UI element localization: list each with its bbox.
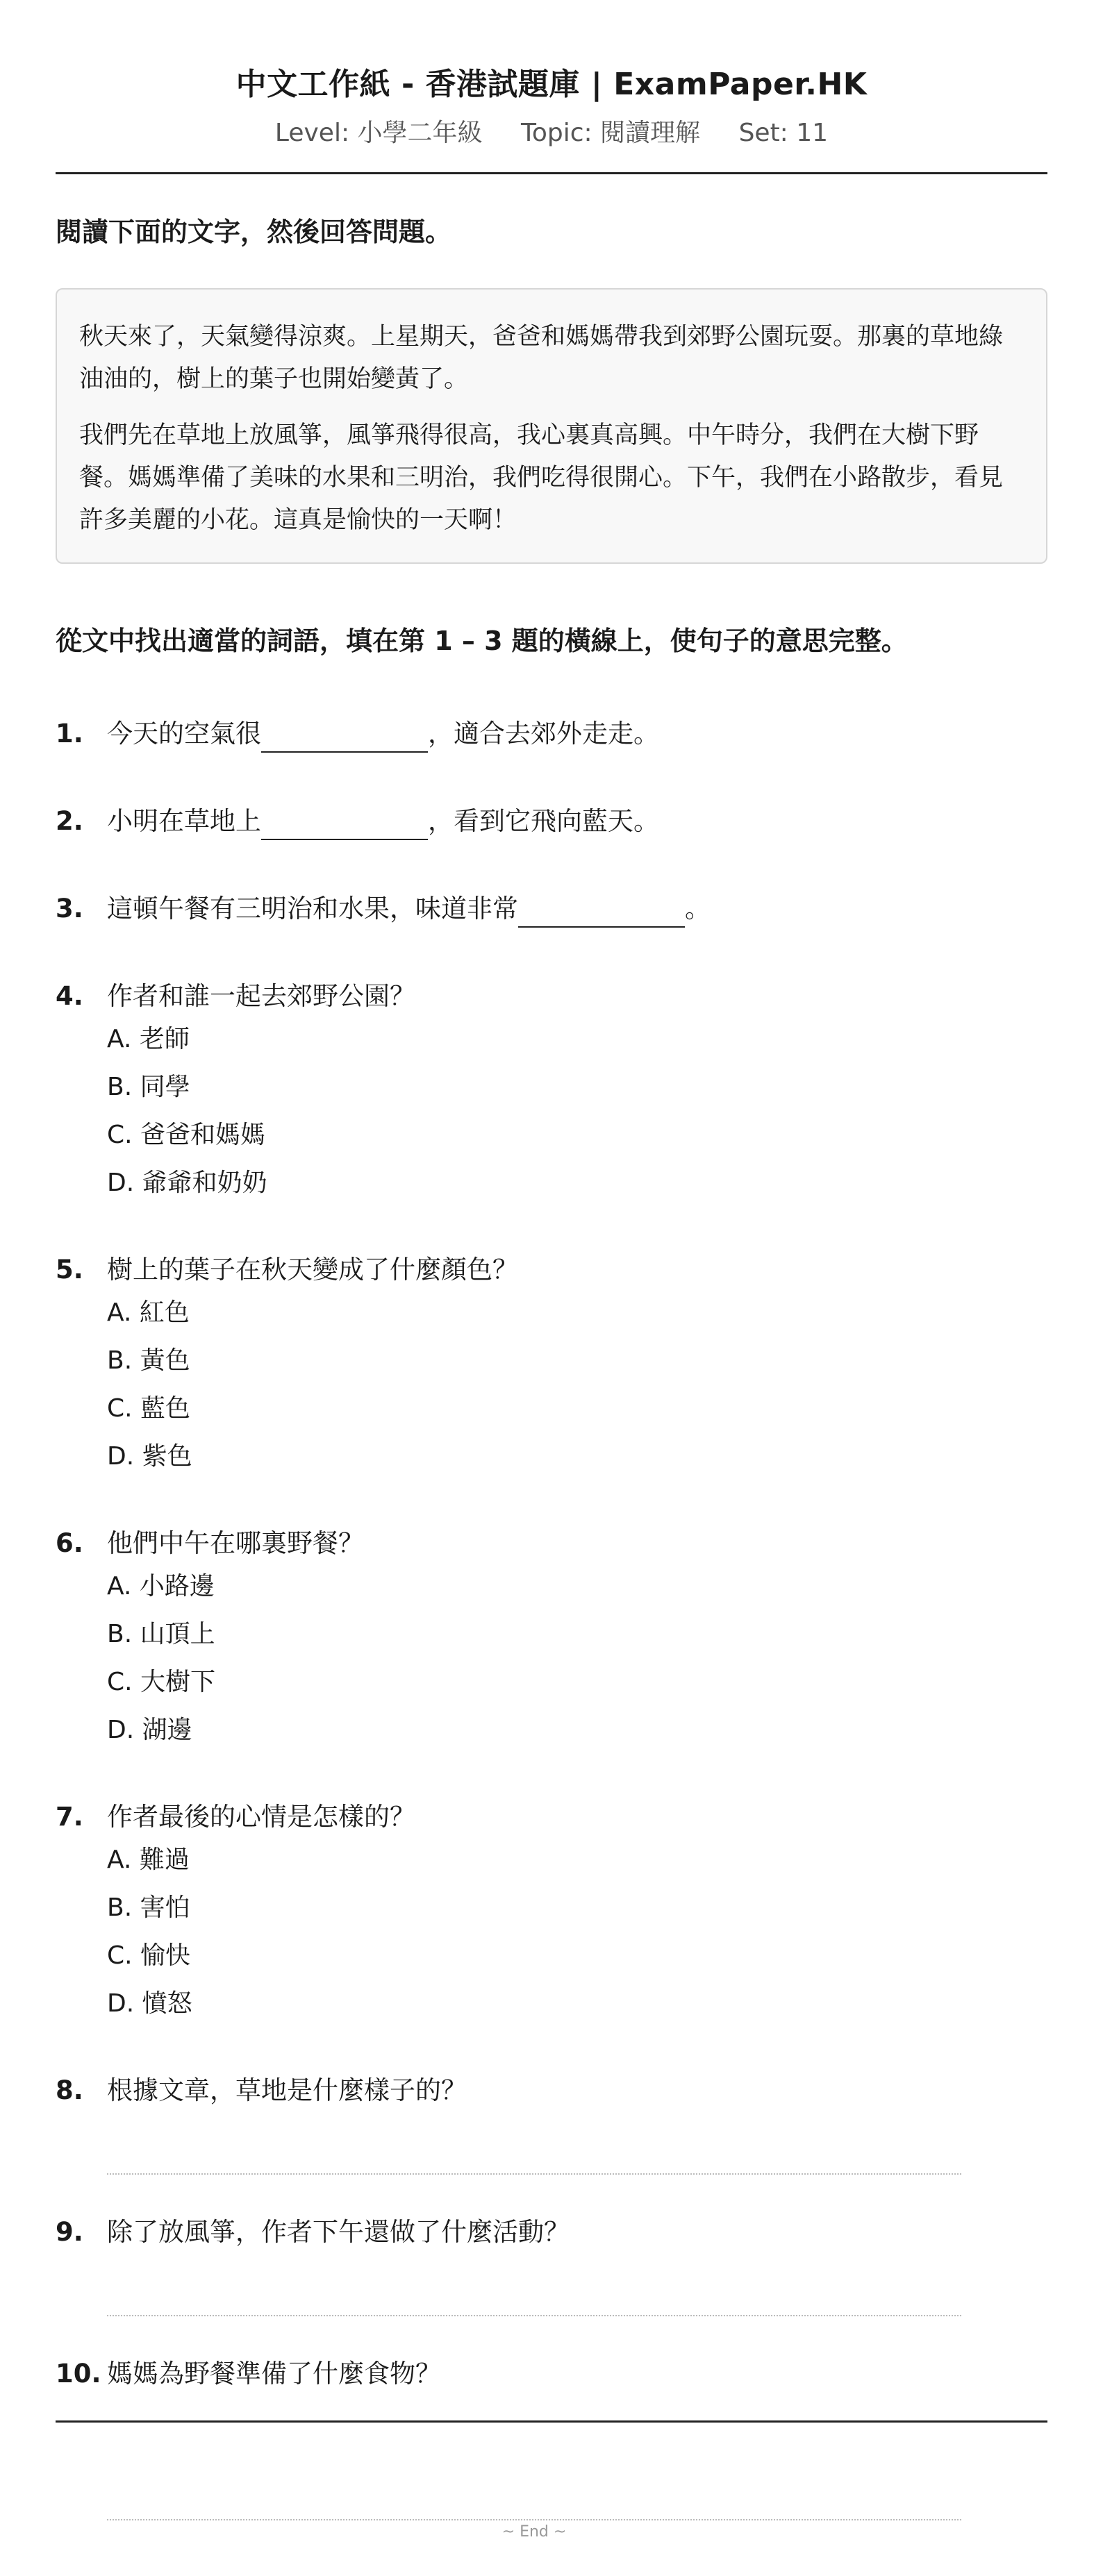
- question-5: [56, 1251, 1047, 1480]
- option-c[interactable]: C. 藍色: [107, 1394, 191, 1423]
- option-d[interactable]: D. 爺爺和奶奶: [107, 1169, 267, 1197]
- question-number: 1.: [56, 719, 83, 748]
- level-label: Level: 小學二年級: [274, 119, 483, 147]
- end-marker: ~ End ~: [107, 2519, 961, 2541]
- worksheet-title: 中文工作紙 - 香港試題庫 | ExamPaper.HK: [235, 67, 868, 102]
- answer-line[interactable]: [107, 2109, 961, 2175]
- question-text: 今天的空氣很: [107, 719, 261, 748]
- reading-passage: [56, 288, 1047, 564]
- question-text: 媽媽為野餐準備了什麼食物？: [107, 2359, 441, 2389]
- answer-blank[interactable]: [261, 721, 428, 753]
- option-d[interactable]: D. 湖邊: [107, 1716, 192, 1744]
- answer-blank[interactable]: [261, 808, 428, 840]
- option-c[interactable]: C. 愉快: [107, 1941, 191, 1970]
- passage-paragraph: 秋天來了，天氣變得涼爽。上星期天，爸爸和媽媽帶我到郊野公園玩耍。那裏的草地綠油油的，樹上的葉子也開始變黃了。: [79, 323, 1004, 393]
- question-text: 除了放風箏，作者下午還做了什麼活動？: [107, 2217, 570, 2247]
- question-number: 6.: [56, 1528, 83, 1558]
- question-text: 。: [685, 894, 711, 923]
- question-number: 7.: [56, 1802, 83, 1832]
- option-a[interactable]: A. 紅色: [107, 1298, 190, 1327]
- question-number: 10.: [56, 2359, 101, 2389]
- question-text: 這頓午餐有三明治和水果，味道非常: [107, 894, 518, 923]
- option-d[interactable]: D. 憤怒: [107, 1989, 192, 2018]
- question-number: 9.: [56, 2217, 83, 2247]
- option-b[interactable]: B. 黃色: [107, 1346, 190, 1375]
- topic-label: Topic: 閱讀理解: [520, 119, 701, 147]
- question-number: 2.: [56, 806, 83, 836]
- option-c[interactable]: C. 爸爸和媽媽: [107, 1121, 266, 1149]
- option-b[interactable]: B. 害怕: [107, 1893, 190, 1922]
- set-label: Set: 11: [738, 119, 829, 147]
- option-d[interactable]: D. 紫色: [107, 1442, 192, 1471]
- option-a[interactable]: A. 小路邊: [107, 1572, 215, 1600]
- answer-blank[interactable]: [518, 896, 685, 928]
- question-4: [56, 978, 1047, 1207]
- header-divider: [56, 172, 1047, 174]
- worksheet-header: [56, 0, 1047, 150]
- question-2: [56, 803, 1047, 840]
- question-text: 他們中午在哪裏野餐？: [107, 1528, 364, 1558]
- option-c[interactable]: C. 大樹下: [107, 1668, 216, 1696]
- question-7: [56, 1798, 1047, 2027]
- question-number: 3.: [56, 894, 83, 923]
- question-text: 樹上的葉子在秋天變成了什麼顏色？: [107, 1255, 518, 1285]
- option-a[interactable]: A. 難過: [107, 1846, 190, 1874]
- passage-paragraph: 我們先在草地上放風箏，風箏飛得很高，我心裏真高興。中午時分，我們在大樹下野餐。媽媽準備了美味的水果和三明治，我們吃得很開心。下午，我們在小路散步，看見許多美麗的小花。這真是愉快的一天啊！: [79, 421, 1004, 534]
- option-a[interactable]: A. 老師: [107, 1025, 190, 1053]
- footer-divider: [56, 2420, 1047, 2423]
- question-number: 4.: [56, 981, 83, 1011]
- option-b[interactable]: B. 山頂上: [107, 1620, 215, 1648]
- question-text: 作者最後的心情是怎樣的？: [107, 1802, 415, 1832]
- fill-instruction: 從文中找出適當的詞語，填在第 1 – 3 題的橫線上，使句子的意思完整。: [56, 626, 908, 656]
- question-10: [56, 2355, 1047, 2393]
- question-text: 作者和誰一起去郊野公園？: [107, 981, 415, 1011]
- question-text: 根據文章，草地是什麼樣子的？: [107, 2075, 467, 2105]
- question-6: [56, 1525, 1047, 1754]
- question-text: 小明在草地上: [107, 806, 261, 836]
- question-8: [56, 2072, 1047, 2175]
- worksheet-meta: [56, 117, 1047, 150]
- worksheet-page: [56, 0, 1047, 2423]
- reading-instruction: 閱讀下面的文字，然後回答問題。: [56, 217, 452, 247]
- question-3: [56, 890, 1047, 928]
- question-text: ，看到它飛向藍天。: [428, 806, 659, 836]
- question-1: [56, 715, 1047, 753]
- question-9: [56, 2214, 1047, 2316]
- option-b[interactable]: B. 同學: [107, 1073, 190, 1101]
- question-number: 8.: [56, 2075, 83, 2105]
- answer-line[interactable]: [107, 2251, 961, 2316]
- question-number: 5.: [56, 1255, 83, 1285]
- question-text: ，適合去郊外走走。: [428, 719, 659, 748]
